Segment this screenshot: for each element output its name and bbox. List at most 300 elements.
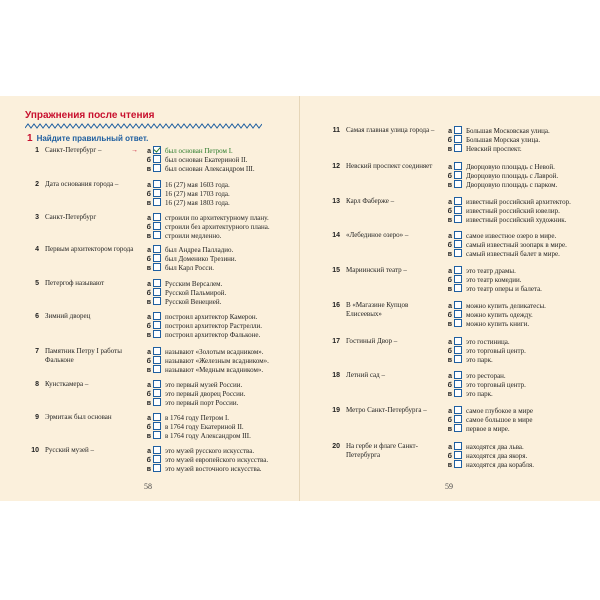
answer-option[interactable] (143, 422, 251, 431)
checkbox-icon[interactable] (454, 144, 462, 152)
answer-option[interactable] (444, 337, 526, 346)
answer-option[interactable] (444, 371, 526, 380)
option-text: Дворцовую площадь с Лаврой. (466, 172, 559, 180)
answer-option[interactable] (444, 301, 546, 310)
answer-option[interactable] (444, 171, 558, 180)
exercise-number: 9 (35, 414, 39, 421)
title-underline-decoration (25, 123, 262, 129)
checkbox-icon[interactable] (454, 180, 462, 188)
checkbox-icon[interactable] (454, 162, 462, 170)
answer-option[interactable] (143, 398, 245, 407)
option-letter: б (146, 290, 151, 297)
option-text: в 1764 году Петром I. (165, 414, 230, 422)
answer-option[interactable] (143, 263, 236, 272)
option-text: это музей восточного искусства. (165, 465, 262, 473)
answer-option[interactable] (444, 346, 526, 355)
checkbox-icon[interactable] (153, 245, 161, 253)
answer-options (143, 312, 262, 339)
option-text: это театр драмы. (466, 267, 516, 275)
option-letter: а (147, 349, 151, 356)
option-text: находятся два корабля. (466, 461, 535, 469)
exercise-number: 7 (35, 348, 39, 355)
exercise-question: Самая главная улица города – (346, 126, 435, 134)
checkbox-icon[interactable] (454, 380, 462, 388)
option-letter: а (147, 415, 151, 422)
checkbox-icon[interactable] (454, 126, 462, 134)
checkbox-icon[interactable] (454, 415, 462, 423)
answer-options (444, 337, 526, 364)
answer-option[interactable] (131, 146, 255, 155)
answer-option[interactable] (444, 355, 526, 364)
checkbox-icon[interactable] (454, 319, 462, 327)
checkbox-icon[interactable] (153, 413, 161, 421)
checkbox-icon[interactable] (454, 135, 462, 143)
option-text: можно купить одежду. (466, 311, 533, 319)
option-letter: б (447, 137, 452, 144)
checkbox-icon[interactable] (153, 189, 161, 197)
option-text: 16 (27) мая 1803 года. (165, 199, 230, 207)
option-letter: а (147, 215, 151, 222)
answer-option[interactable] (444, 460, 534, 469)
exercise-number: 14 (332, 232, 340, 239)
option-text: это музей европейского искусства. (165, 456, 269, 464)
option-letter: в (146, 400, 151, 407)
option-text: Невский проспект. (466, 145, 522, 153)
answer-option[interactable] (143, 365, 269, 374)
exercise-question: Карл Фаберже – (346, 197, 395, 205)
answer-option[interactable] (444, 144, 550, 153)
option-text: называют «Золотым всадником». (165, 348, 264, 356)
option-letter: б (447, 417, 452, 424)
answer-options (444, 231, 567, 258)
checkbox-icon[interactable] (153, 288, 161, 296)
answer-option[interactable] (143, 321, 262, 330)
option-letter: а (448, 373, 452, 380)
option-text: можно купить деликатесы. (466, 302, 546, 310)
checkbox-icon[interactable] (454, 266, 462, 274)
option-text: находятся два льва. (466, 443, 524, 451)
answer-options (444, 126, 550, 153)
answer-option[interactable] (143, 213, 270, 222)
option-letter: а (448, 233, 452, 240)
answer-option[interactable] (444, 275, 542, 284)
option-letter: а (147, 247, 151, 254)
answer-option[interactable] (143, 254, 236, 263)
exercise-question: Эрмитаж был основан (45, 413, 112, 421)
exercise-number: 13 (332, 198, 340, 205)
checkbox-icon[interactable] (153, 330, 161, 338)
checkbox-icon[interactable] (454, 389, 462, 397)
exercise-question: Гостиный Двор – (346, 337, 398, 345)
checkbox-icon[interactable] (454, 197, 462, 205)
exercise-question: В «Магазине Купцов Елисеевых» (346, 301, 409, 318)
option-letter: в (146, 466, 151, 473)
answer-option[interactable] (444, 249, 567, 258)
option-letter: а (448, 303, 452, 310)
option-text: известный российский художник. (466, 216, 567, 224)
option-text: это театр оперы и балета. (466, 285, 542, 293)
checkbox-icon[interactable] (454, 346, 462, 354)
checkbox-icon[interactable] (153, 431, 161, 439)
answer-option[interactable] (143, 347, 269, 356)
answer-option[interactable] (444, 380, 526, 389)
option-text: был основан Екатериной II. (165, 156, 248, 164)
checkbox-icon[interactable] (153, 279, 161, 287)
option-letter: в (146, 200, 151, 207)
checkbox-icon[interactable] (454, 451, 462, 459)
exercise-number: 20 (332, 443, 340, 450)
answer-option[interactable] (444, 319, 546, 328)
checkbox-icon[interactable] (454, 460, 462, 468)
option-letter: в (447, 251, 452, 258)
option-letter: а (147, 448, 151, 455)
checkbox-icon[interactable] (153, 422, 161, 430)
checkbox-icon[interactable] (454, 206, 462, 214)
option-letter: а (448, 339, 452, 346)
option-text: построил архитектор Фальконе. (165, 331, 261, 339)
answer-option[interactable] (444, 135, 550, 144)
answer-option[interactable] (143, 297, 226, 306)
option-text: это парк. (466, 390, 493, 398)
option-letter: б (447, 242, 452, 249)
option-letter: б (146, 424, 151, 431)
option-letter: б (146, 391, 151, 398)
answer-option[interactable] (143, 464, 268, 473)
option-text: это гостиница. (466, 338, 510, 346)
option-text: известный российский ювелир. (466, 207, 560, 215)
option-text: был основан Петром I. (165, 147, 233, 155)
answer-option[interactable] (444, 180, 558, 189)
option-text: был Карл Росси. (165, 264, 214, 272)
task-heading (27, 133, 148, 144)
checkbox-icon[interactable] (153, 446, 161, 454)
exercise-question: Метро Санкт-Петербурга – (346, 406, 427, 414)
exercise-question: Первым архитектором города (45, 245, 134, 253)
answer-option[interactable] (143, 389, 245, 398)
option-letter: а (448, 444, 452, 451)
option-text: был Доменико Трезини. (165, 255, 237, 263)
answer-option[interactable] (444, 310, 546, 319)
exercise-number: 2 (35, 181, 39, 188)
answer-option[interactable] (444, 126, 550, 135)
option-text: Русским Версалем. (165, 280, 223, 288)
checkbox-icon[interactable] (454, 310, 462, 318)
checkbox-icon[interactable] (454, 249, 462, 257)
option-text: называют «Железным всадником». (165, 357, 269, 365)
option-text: 16 (27) мая 1703 года. (165, 190, 230, 198)
answer-option[interactable] (143, 155, 255, 164)
checkbox-icon[interactable] (153, 254, 161, 262)
checkbox-icon[interactable] (454, 284, 462, 292)
answer-option[interactable] (444, 162, 558, 171)
checkbox-icon[interactable] (454, 215, 462, 223)
answer-options (444, 442, 534, 469)
answer-option[interactable] (143, 164, 255, 173)
answer-option[interactable] (143, 455, 268, 464)
book-spread (0, 96, 600, 501)
answer-options (143, 347, 269, 374)
option-text: строили по архитектурному плану. (165, 214, 269, 222)
checkbox-icon[interactable] (454, 337, 462, 345)
answer-option[interactable] (444, 240, 567, 249)
answer-option[interactable] (444, 266, 542, 275)
option-letter: б (146, 457, 151, 464)
checkbox-icon[interactable] (454, 442, 462, 450)
answer-options (444, 266, 542, 293)
exercise-question: Летний сад – (346, 371, 385, 379)
option-letter: в (146, 367, 151, 374)
answer-options (131, 146, 255, 173)
option-text: это ресторан. (466, 372, 506, 380)
exercise-number: 12 (332, 163, 340, 170)
checkbox-icon[interactable] (153, 297, 161, 305)
answer-option[interactable] (444, 215, 571, 224)
exercise-number: 19 (332, 407, 340, 414)
option-text: это торговый центр. (466, 381, 526, 389)
answer-option[interactable] (143, 330, 262, 339)
checkbox-icon[interactable] (454, 406, 462, 414)
option-letter: б (447, 277, 452, 284)
answer-option[interactable] (444, 197, 571, 206)
option-text: это парк. (466, 356, 493, 364)
option-text: это театр комедии. (466, 276, 522, 284)
answer-options (143, 245, 236, 272)
option-letter: б (146, 224, 151, 231)
exercise-number: 10 (31, 447, 39, 454)
exercise-question: Санкт-Петербург – (45, 146, 102, 154)
option-letter: б (146, 256, 151, 263)
option-letter: б (447, 453, 452, 460)
task-number: 1 (27, 133, 33, 144)
option-text: построил архитектор Камерон. (165, 313, 258, 321)
answer-option[interactable] (444, 415, 533, 424)
checkbox-icon[interactable] (454, 355, 462, 363)
option-letter: в (146, 233, 151, 240)
exercise-question: Петергоф называют (45, 279, 105, 287)
answer-option[interactable] (444, 424, 533, 433)
checkbox-icon[interactable] (153, 398, 161, 406)
exercise-question: Санкт-Петербург (45, 213, 97, 221)
option-letter: в (447, 321, 452, 328)
option-letter: в (447, 182, 452, 189)
option-text: в 1764 году Екатериной II. (165, 423, 244, 431)
option-letter: в (447, 146, 452, 153)
option-text: строили без архитектурного плана. (165, 223, 270, 231)
checkbox-icon[interactable] (454, 240, 462, 248)
exercise-question: Кунсткамера – (45, 380, 89, 388)
checkbox-icon[interactable] (153, 180, 161, 188)
exercise-question: Дата основания города – (45, 180, 119, 188)
section-title: Упражнения после чтения (25, 110, 155, 121)
checkbox-icon[interactable] (153, 365, 161, 373)
answer-options (143, 380, 245, 407)
option-text: Русской Венецией. (165, 298, 222, 306)
option-text: это первый музей России. (165, 381, 243, 389)
checkbox-icon[interactable] (454, 171, 462, 179)
exercise-number: 15 (332, 267, 340, 274)
checkbox-icon[interactable] (454, 371, 462, 379)
option-text: можно купить книги. (466, 320, 530, 328)
answer-options (143, 213, 270, 240)
answer-option[interactable] (143, 198, 230, 207)
option-text: самое глубокое в мире (466, 407, 533, 415)
option-letter: в (146, 433, 151, 440)
option-letter: а (448, 199, 452, 206)
option-letter: в (447, 357, 452, 364)
answer-option[interactable] (143, 380, 245, 389)
option-letter: а (448, 408, 452, 415)
option-letter: а (147, 182, 151, 189)
answer-option[interactable] (143, 180, 230, 189)
option-letter: б (447, 382, 452, 389)
answer-option[interactable] (143, 231, 270, 240)
page-gutter (299, 96, 300, 501)
option-letter: в (447, 286, 452, 293)
answer-option[interactable] (143, 446, 268, 455)
exercise-question: Мариинский театр – (346, 266, 407, 274)
answer-options (444, 371, 526, 398)
option-text: 16 (27) мая 1603 года. (165, 181, 230, 189)
option-text: называют «Медным всадником». (165, 366, 264, 374)
option-text: в 1764 году Александром III. (165, 432, 251, 440)
checkbox-icon[interactable] (454, 301, 462, 309)
checkbox-icon[interactable] (153, 155, 161, 163)
checkbox-icon[interactable] (153, 263, 161, 271)
task-instruction: Найдите правильный ответ. (36, 134, 149, 143)
exercise-number: 1 (35, 147, 39, 154)
answer-option[interactable] (143, 356, 269, 365)
option-letter: а (448, 164, 452, 171)
option-text: самый известный балет в мире. (466, 250, 560, 258)
option-text: самое большое в мире (466, 416, 533, 424)
option-text: был Андреа Палладио. (165, 246, 234, 254)
answer-option[interactable] (143, 222, 270, 231)
exercise-number: 6 (35, 313, 39, 320)
option-letter: б (447, 312, 452, 319)
exercise-number: 11 (332, 127, 340, 134)
page-number-right: 59 (445, 482, 453, 491)
answer-option[interactable] (143, 431, 251, 440)
option-text: находятся два якоря. (466, 452, 528, 460)
answer-options (444, 197, 571, 224)
checkbox-icon[interactable] (153, 213, 161, 221)
exercise-question: «Лебединое озеро» – (346, 231, 409, 239)
answer-options (143, 180, 230, 207)
option-text: самое известное озеро в мире. (466, 232, 557, 240)
exercise-number: 16 (332, 302, 340, 309)
option-text: это музей русского искусства. (165, 447, 255, 455)
option-text: это первый порт России. (165, 399, 239, 407)
answer-options (444, 301, 546, 328)
option-letter: в (447, 426, 452, 433)
option-text: это первый дворец России. (165, 390, 246, 398)
answer-option[interactable] (143, 189, 230, 198)
option-letter: б (447, 348, 452, 355)
checkbox-icon[interactable] (153, 312, 161, 320)
answer-option[interactable] (444, 451, 534, 460)
checkbox-icon[interactable] (153, 389, 161, 397)
option-letter: в (146, 332, 151, 339)
option-letter: а (448, 268, 452, 275)
option-letter: в (447, 462, 452, 469)
option-letter: в (146, 166, 151, 173)
option-letter: б (146, 358, 151, 365)
option-text: был основан Александром III. (165, 165, 255, 173)
answer-option[interactable] (143, 413, 251, 422)
checkbox-icon[interactable] (153, 464, 161, 472)
checkbox-icon[interactable] (153, 321, 161, 329)
exercise-number: 3 (35, 214, 39, 221)
checkbox-icon[interactable] (454, 424, 462, 432)
option-text: это торговый центр. (466, 347, 526, 355)
option-letter: а (147, 382, 151, 389)
exercise-number: 5 (35, 280, 39, 287)
answer-option[interactable] (143, 312, 262, 321)
answer-options (143, 279, 226, 306)
option-letter: б (146, 157, 151, 164)
exercise-number: 17 (332, 338, 340, 345)
answer-options (143, 413, 251, 440)
exercise-question: Невский проспект соединяет (346, 162, 433, 170)
answer-option[interactable] (444, 206, 571, 215)
exercise-question: На гербе и флаге Санкт-Петербурга (346, 442, 418, 459)
option-text: первое в мире. (466, 425, 510, 433)
option-letter: в (447, 391, 452, 398)
page-number-left: 58 (144, 482, 152, 491)
option-letter: б (447, 173, 452, 180)
answer-option[interactable] (444, 442, 534, 451)
answer-option[interactable] (444, 231, 567, 240)
answer-option[interactable] (444, 389, 526, 398)
exercise-question: Памятник Петру I работы Фальконе (45, 347, 122, 364)
answer-option[interactable] (444, 284, 542, 293)
checkbox-icon[interactable] (153, 347, 161, 355)
checkbox-icon[interactable] (153, 380, 161, 388)
answer-options (444, 162, 558, 189)
checkbox-icon[interactable] (454, 231, 462, 239)
pointer-arrow-icon: → (131, 146, 138, 154)
answer-option[interactable] (143, 245, 236, 254)
option-letter: б (146, 191, 151, 198)
option-text: строили медленно. (165, 232, 222, 240)
checkbox-icon[interactable] (153, 231, 161, 239)
option-letter: в (146, 299, 151, 306)
option-letter: в (447, 217, 452, 224)
checked-checkbox-icon[interactable] (153, 146, 161, 154)
checkbox-icon[interactable] (454, 275, 462, 283)
answer-option[interactable] (143, 288, 226, 297)
exercise-question: Зимний дворец (45, 312, 91, 320)
exercise-question: Русский музей – (45, 446, 95, 454)
option-letter: а (147, 148, 151, 155)
checkbox-icon[interactable] (153, 356, 161, 364)
exercise-number: 8 (35, 381, 39, 388)
option-text: Русской Пальмирой. (165, 289, 227, 297)
checkbox-icon[interactable] (153, 222, 161, 230)
answer-option[interactable] (143, 279, 226, 288)
option-letter: а (147, 314, 151, 321)
exercise-number: 18 (332, 372, 340, 379)
checkbox-icon[interactable] (153, 198, 161, 206)
answer-options (444, 406, 533, 433)
answer-option[interactable] (444, 406, 533, 415)
option-letter: б (146, 323, 151, 330)
checkbox-icon[interactable] (153, 164, 161, 172)
checkbox-icon[interactable] (153, 455, 161, 463)
option-text: Дворцовую площадь с парком. (466, 181, 558, 189)
option-text: Дворцовую площадь с Невой. (466, 163, 555, 171)
option-text: построил архитектор Растрелли. (165, 322, 263, 330)
